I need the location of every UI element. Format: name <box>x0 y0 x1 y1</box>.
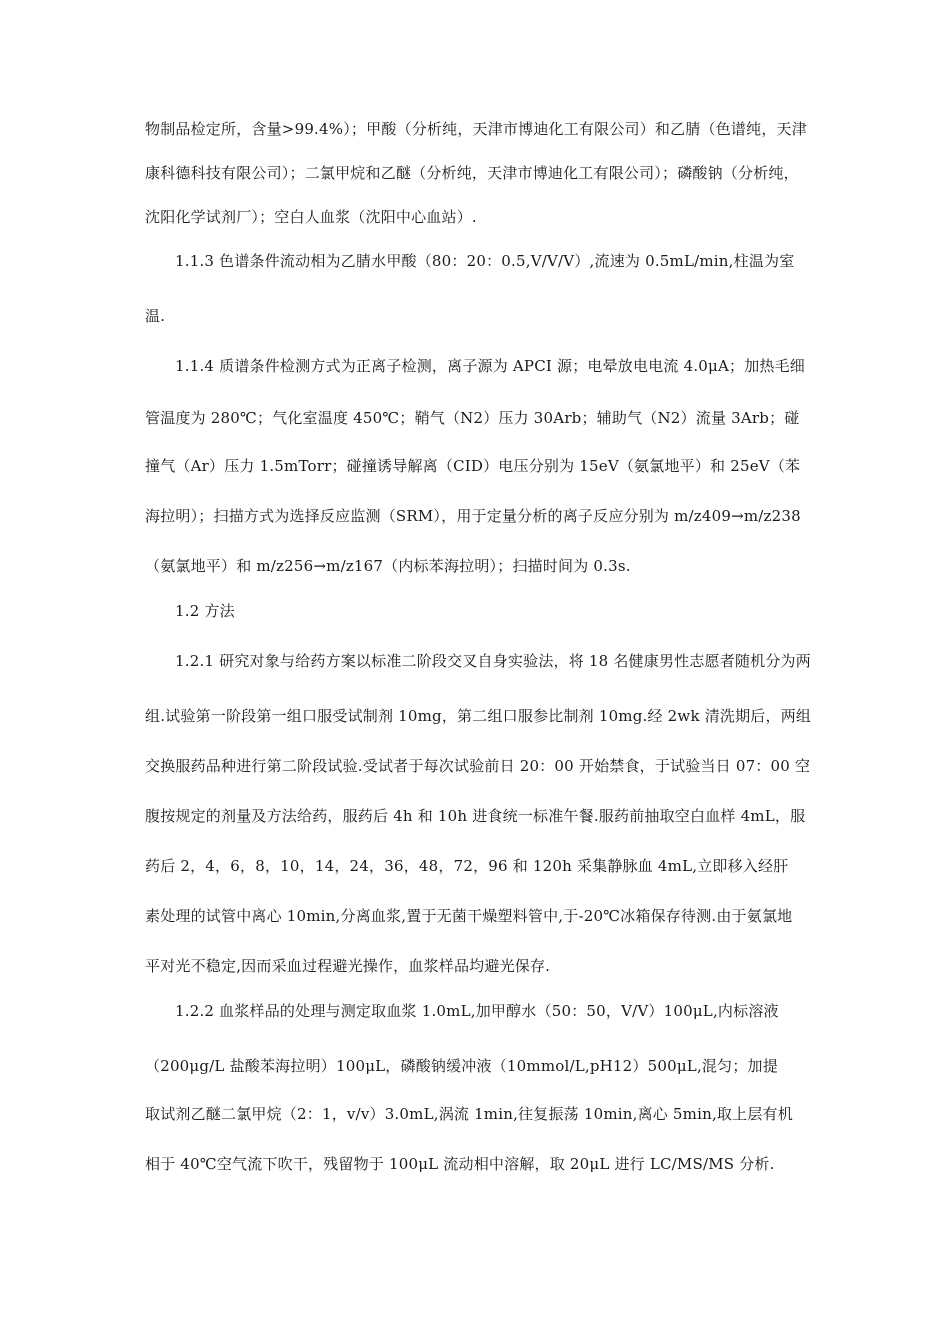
text-line: 药后 2，4，6，8，10，14，24，36，48，72，96 和 120h 采集静脉血 4mL,立即移入经肝 <box>145 857 789 875</box>
text-line: 交换服药品种进行第二阶段试验.受试者于每次试验前日 20：00 开始禁食，于试验当日 07：00 空 <box>145 757 811 775</box>
text-line: （氨氯地平）和 m/z256→m/z167（内标苯海拉明）；扫描时间为 0.3s. <box>145 557 631 575</box>
text-line: 平对光不稳定,因而采血过程避光操作，血浆样品均避光保存. <box>145 957 551 975</box>
text-line: 管温度为 280℃；气化室温度 450℃；鞘气（N2）压力 30Arb；辅助气（N2）流量 3Arb；碰 <box>145 409 800 427</box>
section-heading-1-2-2: 1.2.2 血浆样品的处理与测定取血浆 1.0mL,加甲醇水（50：50，V/V）100μL,内标溶液 <box>175 1002 779 1020</box>
text-line: 物制品检定所，含量>99.4%）；甲酸（分析纯，天津市博迪化工有限公司）和乙腈（色谱纯，天津 <box>145 120 807 138</box>
text-line: 相于 40℃空气流下吹干，残留物于 100μL 流动相中溶解，取 20μL 进行 LC/MS/MS 分析. <box>145 1155 775 1173</box>
section-heading-1-2: 1.2 方法 <box>175 602 235 620</box>
section-heading-1-2-1: 1.2.1 研究对象与给药方案以标准二阶段交叉自身实验法，将 18 名健康男性志愿者随机分为两 <box>175 652 811 670</box>
text-line: 康科德科技有限公司）；二氯甲烷和乙醚（分析纯，天津市博迪化工有限公司）；磷酸钠（分析纯， <box>145 164 799 182</box>
text-line: 温. <box>145 307 166 325</box>
text-line: 组.试验第一阶段第一组口服受试制剂 10mg，第二组口服参比制剂 10mg.经 2wk 清洗期后，两组 <box>145 707 812 725</box>
text-line: 海拉明）；扫描方式为选择反应监测（SRM），用于定量分析的离子反应分别为 m/z409→m/z238 <box>145 507 801 525</box>
text-line: （200μg/L 盐酸苯海拉明）100μL，磷酸钠缓冲液（10mmol/L,pH12）500μL,混匀；加提 <box>145 1057 778 1075</box>
text-line: 沈阳化学试剂厂）；空白人血浆（沈阳中心血站）. <box>145 208 477 226</box>
text-line: 素处理的试管中离心 10min,分离血浆,置于无菌干燥塑料管中,于-20℃冰箱保存待测.由于氨氯地 <box>145 907 793 925</box>
section-heading-1-1-4: 1.1.4 质谱条件检测方式为正离子检测，离子源为 APCI 源；电晕放电电流 4.0μA；加热毛细 <box>175 357 806 375</box>
text-line: 腹按规定的剂量及方法给药，服药后 4h 和 10h 进食统一标准午餐.服药前抽取空白血样 4mL，服 <box>145 807 806 825</box>
text-line: 撞气（Ar）压力 1.5mTorr；碰撞诱导解离（CID）电压分别为 15eV（氨氯地平）和 25eV（苯 <box>145 457 801 475</box>
section-heading-1-1-3: 1.1.3 色谱条件流动相为乙腈水甲酸（80：20：0.5,V/V/V）,流速为 0.5mL/min,柱温为室 <box>175 252 795 270</box>
text-line: 取试剂乙醚二氯甲烷（2：1，v/v）3.0mL,涡流 1min,往复振荡 10min,离心 5min,取上层有机 <box>145 1105 793 1123</box>
